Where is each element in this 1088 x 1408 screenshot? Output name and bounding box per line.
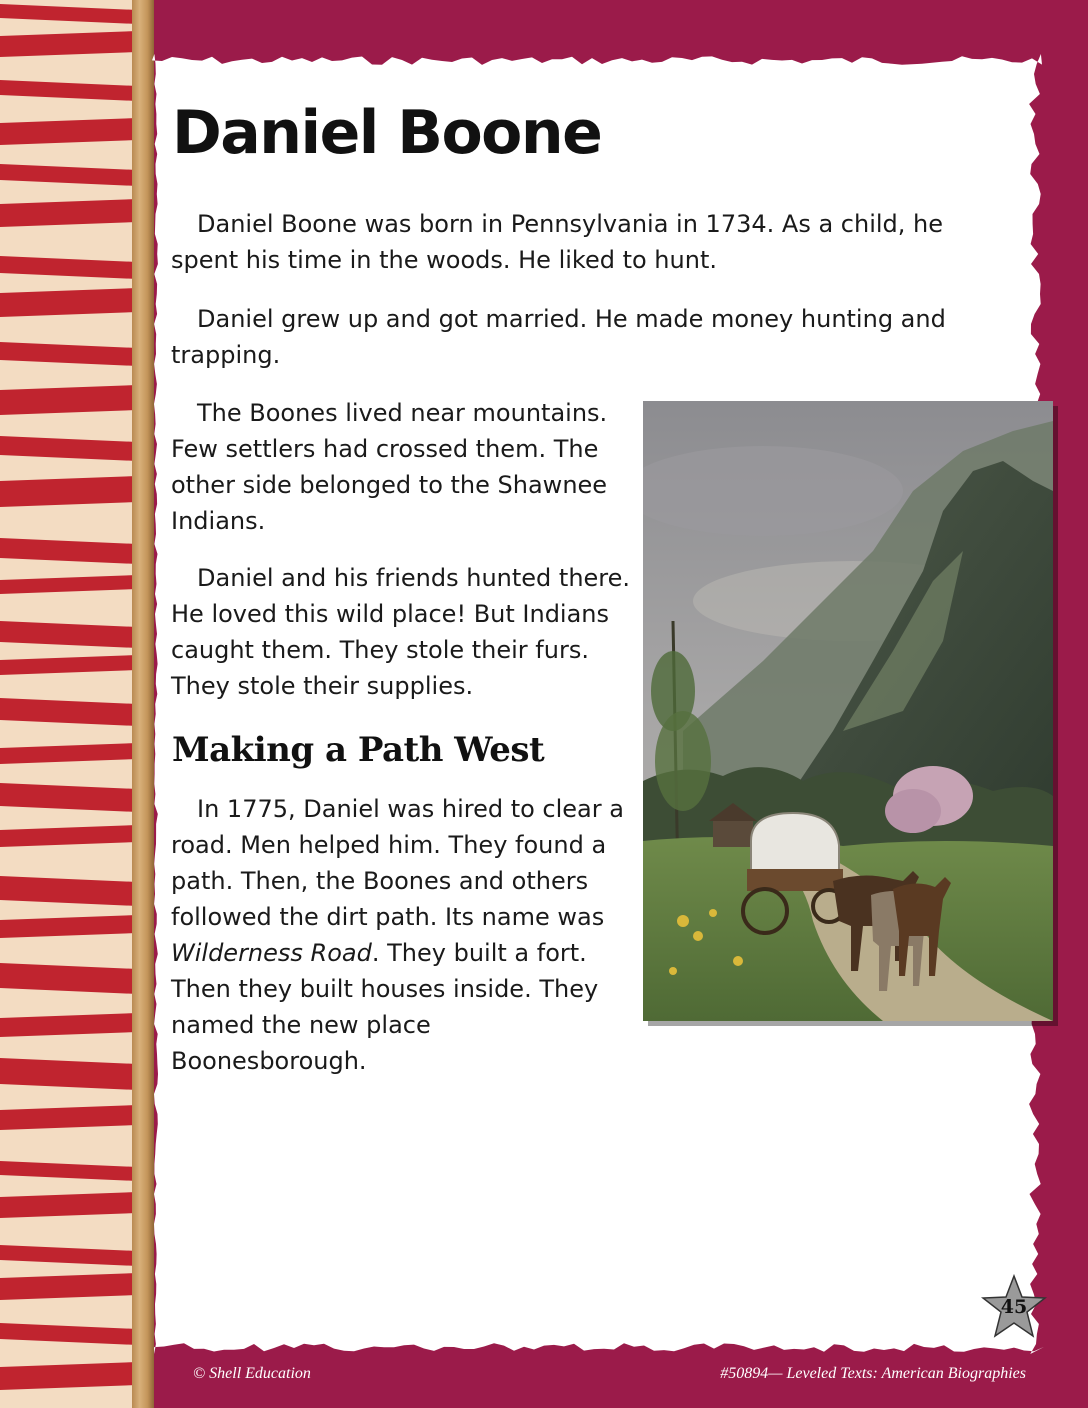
paragraph-1: Daniel Boone was born in Pennsylvania in 1734. As a child, he spent his time in the woods. He liked to hunt. <box>171 210 943 274</box>
illustration-art <box>643 401 1053 1021</box>
stripe <box>0 1105 138 1130</box>
stripe <box>0 963 138 994</box>
stripe <box>0 4 138 24</box>
stripe <box>0 1161 138 1181</box>
stripe <box>0 783 138 812</box>
stripe <box>0 342 138 366</box>
stripe <box>0 436 138 461</box>
illustration-wagon-mountains <box>643 401 1053 1021</box>
section-text-end: . They built a fort. Then they built houses inside. They named the new place Boonesborough. <box>171 939 599 1075</box>
stripe <box>0 1058 138 1090</box>
section-paragraph <box>171 791 631 1079</box>
paragraph-2: Daniel grew up and got married. He made money hunting and trapping. <box>171 305 946 369</box>
stripe <box>0 256 138 279</box>
stripe <box>0 164 138 186</box>
stripe <box>0 1245 138 1266</box>
stripe-pattern <box>0 0 138 1408</box>
book-spine <box>132 0 154 1408</box>
footer-book-info: #50894— Leveled Texts: American Biographies <box>720 1365 1026 1382</box>
paragraph-3: The Boones lived near mountains. Few settlers had crossed them. The other side belonged to the Shawnee Indians. <box>171 399 608 535</box>
stripe <box>0 288 138 317</box>
page-title: Daniel Boone <box>172 98 602 168</box>
stripe <box>0 915 138 938</box>
stripe <box>0 118 138 145</box>
stripe <box>0 743 138 764</box>
section-text-start: In 1775, Daniel was hired to clear a road. Men helped him. They found a path. Then, the Boones and others followed the dirt path. Its name was <box>171 795 624 931</box>
decorative-stripe-band <box>0 0 138 1408</box>
stripe <box>0 698 138 726</box>
stripe <box>0 825 138 847</box>
stripe <box>0 385 138 415</box>
stripe <box>0 80 138 101</box>
stripe <box>0 1192 138 1218</box>
stripe <box>0 538 138 564</box>
stripe <box>0 655 138 675</box>
stripe <box>0 1362 138 1390</box>
stripe <box>0 31 138 57</box>
road-name: Wilderness Road <box>171 939 372 967</box>
stripe <box>0 621 138 648</box>
paragraph-4: Daniel and his friends hunted there. He loved this wild place! But Indians caught them. They stole their furs. They stole their supplies. <box>171 564 631 700</box>
stripe <box>0 1013 138 1037</box>
stripe <box>0 1323 138 1345</box>
footer-copyright: © Shell Education <box>193 1365 311 1382</box>
stripe <box>0 199 138 227</box>
stripe <box>0 476 138 507</box>
section-heading: Making a Path West <box>172 730 545 770</box>
stripe <box>0 876 138 906</box>
stripe <box>0 575 138 594</box>
page-number: 45 <box>1000 1296 1028 1318</box>
stripe <box>0 1273 138 1300</box>
